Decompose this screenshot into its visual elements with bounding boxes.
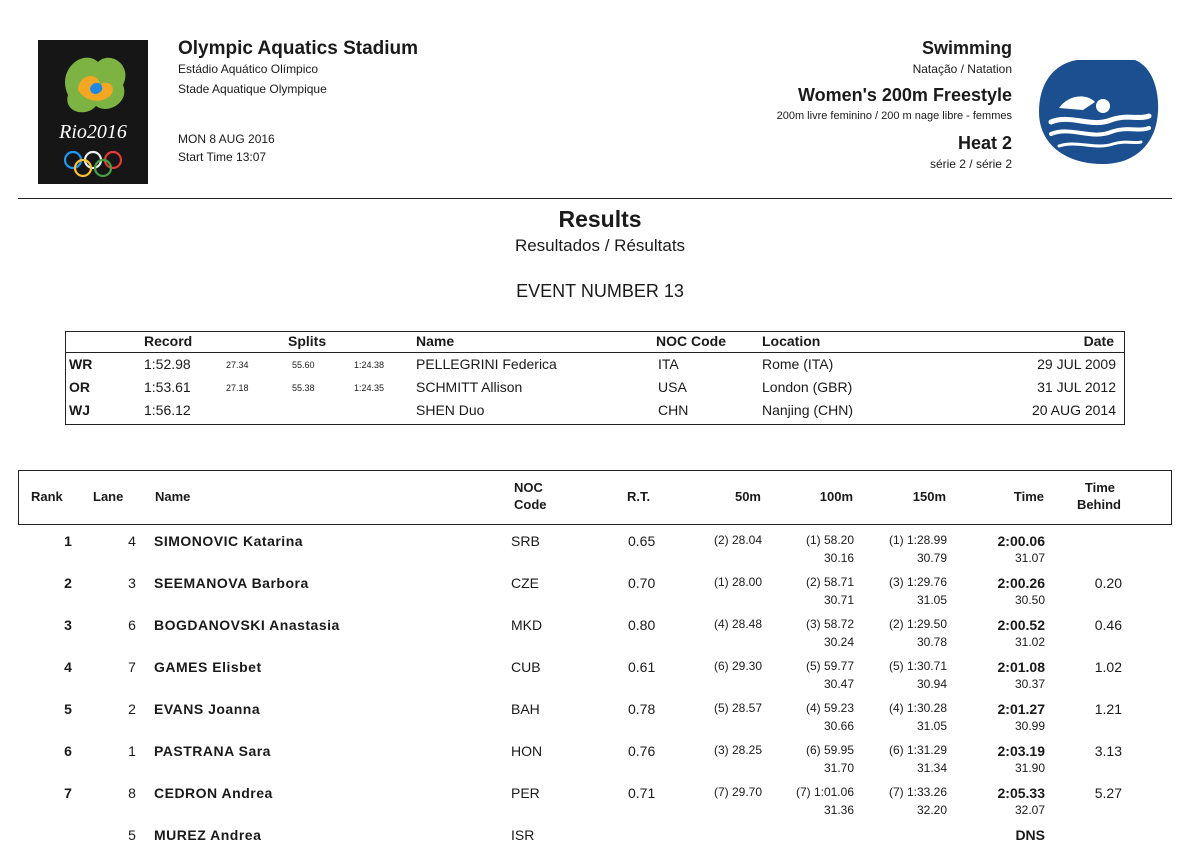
col-rt: R.T. xyxy=(627,489,651,504)
final-lap: 32.07 xyxy=(1014,803,1045,817)
lane: 8 xyxy=(128,785,136,801)
sport-title: Swimming xyxy=(921,38,1012,58)
records-header-name: Name xyxy=(416,333,455,349)
header-divider xyxy=(18,198,1172,199)
noc-code: HON xyxy=(511,743,543,759)
noc-code: PER xyxy=(511,785,540,801)
page-title: Results xyxy=(558,206,642,232)
venue-title-pt: Estádio Aquático Olímpico xyxy=(178,62,319,76)
final-time: 2:03.19 xyxy=(997,743,1045,759)
page-subtitle: Resultados / Résultats xyxy=(514,236,686,255)
record-location: Rome (ITA) xyxy=(762,356,834,372)
split-100m: (2) 58.71 xyxy=(805,575,854,589)
lane: 1 xyxy=(128,743,136,759)
split-150m: (3) 1:29.76 xyxy=(888,575,947,589)
split-150m-lap: 30.79 xyxy=(916,551,947,565)
noc-code: ISR xyxy=(511,827,535,843)
record-row xyxy=(66,379,1124,401)
lane: 5 xyxy=(128,827,136,843)
athlete-name: SIMONOVIC Katarina xyxy=(154,533,304,549)
col-150m: 150m xyxy=(912,489,946,504)
col-100m: 100m xyxy=(819,489,853,504)
split-100m: (6) 59.95 xyxy=(805,743,854,757)
athlete-name: GAMES Elisbet xyxy=(154,659,262,675)
record-type: WR xyxy=(69,356,93,372)
athlete-name: EVANS Joanna xyxy=(154,701,261,717)
reaction-time: 0.80 xyxy=(628,617,656,633)
athlete-name: CEDRON Andrea xyxy=(154,785,273,801)
rio2016-logo-icon xyxy=(38,40,148,184)
split-100m: (1) 58.20 xyxy=(805,533,854,547)
records-header-date: Date xyxy=(1083,333,1114,349)
final-lap: 31.07 xyxy=(1014,551,1045,565)
event-number: EVENT NUMBER 13 xyxy=(516,281,684,301)
reaction-time: 0.76 xyxy=(628,743,656,759)
noc-code: BAH xyxy=(511,701,540,717)
final-time: 2:00.06 xyxy=(997,533,1045,549)
lane: 6 xyxy=(128,617,136,633)
final-time: 2:00.26 xyxy=(997,575,1045,591)
col-time-behind-line1: Time xyxy=(1084,480,1115,495)
lane: 2 xyxy=(128,701,136,717)
table-row xyxy=(18,651,1172,693)
split-150m: (4) 1:30.28 xyxy=(888,701,947,715)
record-date: 29 JUL 2009 xyxy=(1037,356,1116,372)
athlete-name: PASTRANA Sara xyxy=(154,743,271,759)
table-row xyxy=(18,567,1172,609)
split-150m-lap: 31.05 xyxy=(916,593,947,607)
heat-subtitle: série 2 / série 2 xyxy=(929,157,1012,171)
final-lap: 30.99 xyxy=(1014,719,1045,733)
split-100m-lap: 30.16 xyxy=(823,551,854,565)
record-type: OR xyxy=(69,379,90,395)
noc-code: CZE xyxy=(511,575,539,591)
split-100m-lap: 30.66 xyxy=(823,719,854,733)
svg-text:Rio2016: Rio2016 xyxy=(59,121,127,143)
table-row xyxy=(18,735,1172,777)
split-150m: (7) 1:33.26 xyxy=(888,785,947,799)
final-lap: 30.50 xyxy=(1014,593,1045,607)
split-150m: (5) 1:30.71 xyxy=(888,659,947,673)
record-location: London (GBR) xyxy=(762,379,853,395)
col-time-behind-line2: Behind xyxy=(1076,497,1121,512)
final-time: 2:00.52 xyxy=(997,617,1045,633)
athlete-name: BOGDANOVSKI Anastasia xyxy=(154,617,340,633)
final-time: DNS xyxy=(1015,827,1045,843)
record-split: 27.34 xyxy=(226,360,249,370)
split-150m-lap: 32.20 xyxy=(916,803,947,817)
records-header-splits: Splits xyxy=(288,333,327,349)
final-lap: 31.90 xyxy=(1014,761,1045,775)
split-50m: (1) 28.00 xyxy=(713,575,762,589)
noc-code: SRB xyxy=(511,533,540,549)
lane: 7 xyxy=(128,659,136,675)
record-date: 31 JUL 2012 xyxy=(1037,379,1116,395)
split-50m: (6) 29.30 xyxy=(713,659,762,673)
start-time: Start Time 13:07 xyxy=(178,150,267,164)
split-50m: (3) 28.25 xyxy=(713,743,762,757)
table-row xyxy=(18,819,1172,861)
record-split: 1:24.35 xyxy=(354,383,385,393)
noc-code: CUB xyxy=(511,659,541,675)
split-50m: (7) 29.70 xyxy=(713,785,762,799)
time-behind: 0.46 xyxy=(1094,617,1122,633)
sport-subtitle: Natação / Natation xyxy=(912,62,1012,76)
reaction-time: 0.65 xyxy=(628,533,656,549)
split-150m: (2) 1:29.50 xyxy=(888,617,947,631)
rank: 6 xyxy=(64,743,72,759)
record-location: Nanjing (CHN) xyxy=(762,402,854,418)
split-150m-lap: 31.34 xyxy=(916,761,947,775)
split-150m-lap: 30.78 xyxy=(916,635,947,649)
rank: 2 xyxy=(64,575,72,591)
record-holder: SHEN Duo xyxy=(416,402,485,418)
record-noc: USA xyxy=(658,379,687,395)
final-lap: 31.02 xyxy=(1014,635,1045,649)
lane: 3 xyxy=(128,575,136,591)
split-150m-lap: 31.05 xyxy=(916,719,947,733)
swimming-pictogram-icon xyxy=(1037,58,1161,166)
records-header-noc: NOC Code xyxy=(656,333,726,349)
split-50m: (4) 28.48 xyxy=(713,617,762,631)
reaction-time: 0.78 xyxy=(628,701,656,717)
record-split: 1:24.38 xyxy=(354,360,385,370)
athlete-name: MUREZ Andrea xyxy=(154,827,262,843)
record-split: 27.18 xyxy=(226,383,249,393)
split-50m: (2) 28.04 xyxy=(713,533,762,547)
record-noc: ITA xyxy=(658,356,679,372)
split-150m: (1) 1:28.99 xyxy=(888,533,947,547)
event-date: MON 8 AUG 2016 xyxy=(178,132,275,146)
split-100m-lap: 30.47 xyxy=(823,677,854,691)
noc-code: MKD xyxy=(511,617,543,633)
record-holder: PELLEGRINI Federica xyxy=(416,356,557,372)
col-time: Time xyxy=(1013,489,1044,504)
reaction-time: 0.70 xyxy=(628,575,656,591)
heat-title: Heat 2 xyxy=(957,133,1012,153)
reaction-time: 0.71 xyxy=(628,785,656,801)
table-row xyxy=(18,777,1172,819)
col-name: Name xyxy=(155,489,191,504)
final-time: 2:01.27 xyxy=(997,701,1045,717)
record-row xyxy=(66,402,1124,424)
final-time: 2:01.08 xyxy=(997,659,1045,675)
record-time: 1:52.98 xyxy=(144,356,191,372)
record-type: WJ xyxy=(69,402,90,418)
split-100m: (3) 58.72 xyxy=(805,617,854,631)
split-100m-lap: 31.36 xyxy=(823,803,854,817)
split-100m: (5) 59.77 xyxy=(805,659,854,673)
final-time: 2:05.33 xyxy=(997,785,1045,801)
split-150m: (6) 1:31.29 xyxy=(888,743,947,757)
records-header-location: Location xyxy=(762,333,821,349)
table-row xyxy=(18,693,1172,735)
reaction-time: 0.61 xyxy=(628,659,656,675)
record-noc: CHN xyxy=(658,402,689,418)
time-behind: 1.02 xyxy=(1094,659,1122,675)
records-table xyxy=(65,331,1125,425)
time-behind: 3.13 xyxy=(1094,743,1122,759)
time-behind: 5.27 xyxy=(1094,785,1122,801)
results-table-header xyxy=(18,470,1172,525)
record-holder: SCHMITT Allison xyxy=(416,379,523,395)
col-noc-line2: Code xyxy=(514,497,547,512)
venue-title-fr: Stade Aquatique Olympique xyxy=(178,82,327,96)
rank: 7 xyxy=(64,785,72,801)
time-behind: 0.20 xyxy=(1094,575,1122,591)
records-header-record: Record xyxy=(144,333,193,349)
venue-title: Olympic Aquatics Stadium xyxy=(178,38,419,59)
split-50m: (5) 28.57 xyxy=(713,701,762,715)
record-date: 20 AUG 2014 xyxy=(1031,402,1116,418)
split-100m: (7) 1:01.06 xyxy=(795,785,854,799)
split-150m-lap: 30.94 xyxy=(916,677,947,691)
split-100m-lap: 31.70 xyxy=(823,761,854,775)
split-100m-lap: 30.71 xyxy=(823,593,854,607)
record-time: 1:56.12 xyxy=(144,402,191,418)
time-behind: 1.21 xyxy=(1094,701,1122,717)
table-row xyxy=(18,525,1172,567)
col-50m: 50m xyxy=(734,489,761,504)
records-header-divider xyxy=(66,352,1124,353)
table-row xyxy=(18,609,1172,651)
rank: 5 xyxy=(64,701,72,717)
athlete-name: SEEMANOVA Barbora xyxy=(154,575,309,591)
rank: 4 xyxy=(64,659,72,675)
col-noc-line1: NOC xyxy=(514,480,543,495)
rank: 1 xyxy=(64,533,72,549)
col-lane: Lane xyxy=(93,489,124,504)
rank: 3 xyxy=(64,617,72,633)
col-rank: Rank xyxy=(31,489,63,504)
split-100m: (4) 59.23 xyxy=(805,701,854,715)
record-row xyxy=(66,356,1124,378)
final-lap: 30.37 xyxy=(1014,677,1045,691)
event-subtitle: 200m livre feminino / 200 m nage libre - femmes xyxy=(776,110,1012,122)
record-time: 1:53.61 xyxy=(144,379,191,395)
event-title: Women's 200m Freestyle xyxy=(797,85,1012,105)
lane: 4 xyxy=(128,533,136,549)
record-split: 55.60 xyxy=(292,360,315,370)
record-split: 55.38 xyxy=(292,383,315,393)
split-100m-lap: 30.24 xyxy=(823,635,854,649)
